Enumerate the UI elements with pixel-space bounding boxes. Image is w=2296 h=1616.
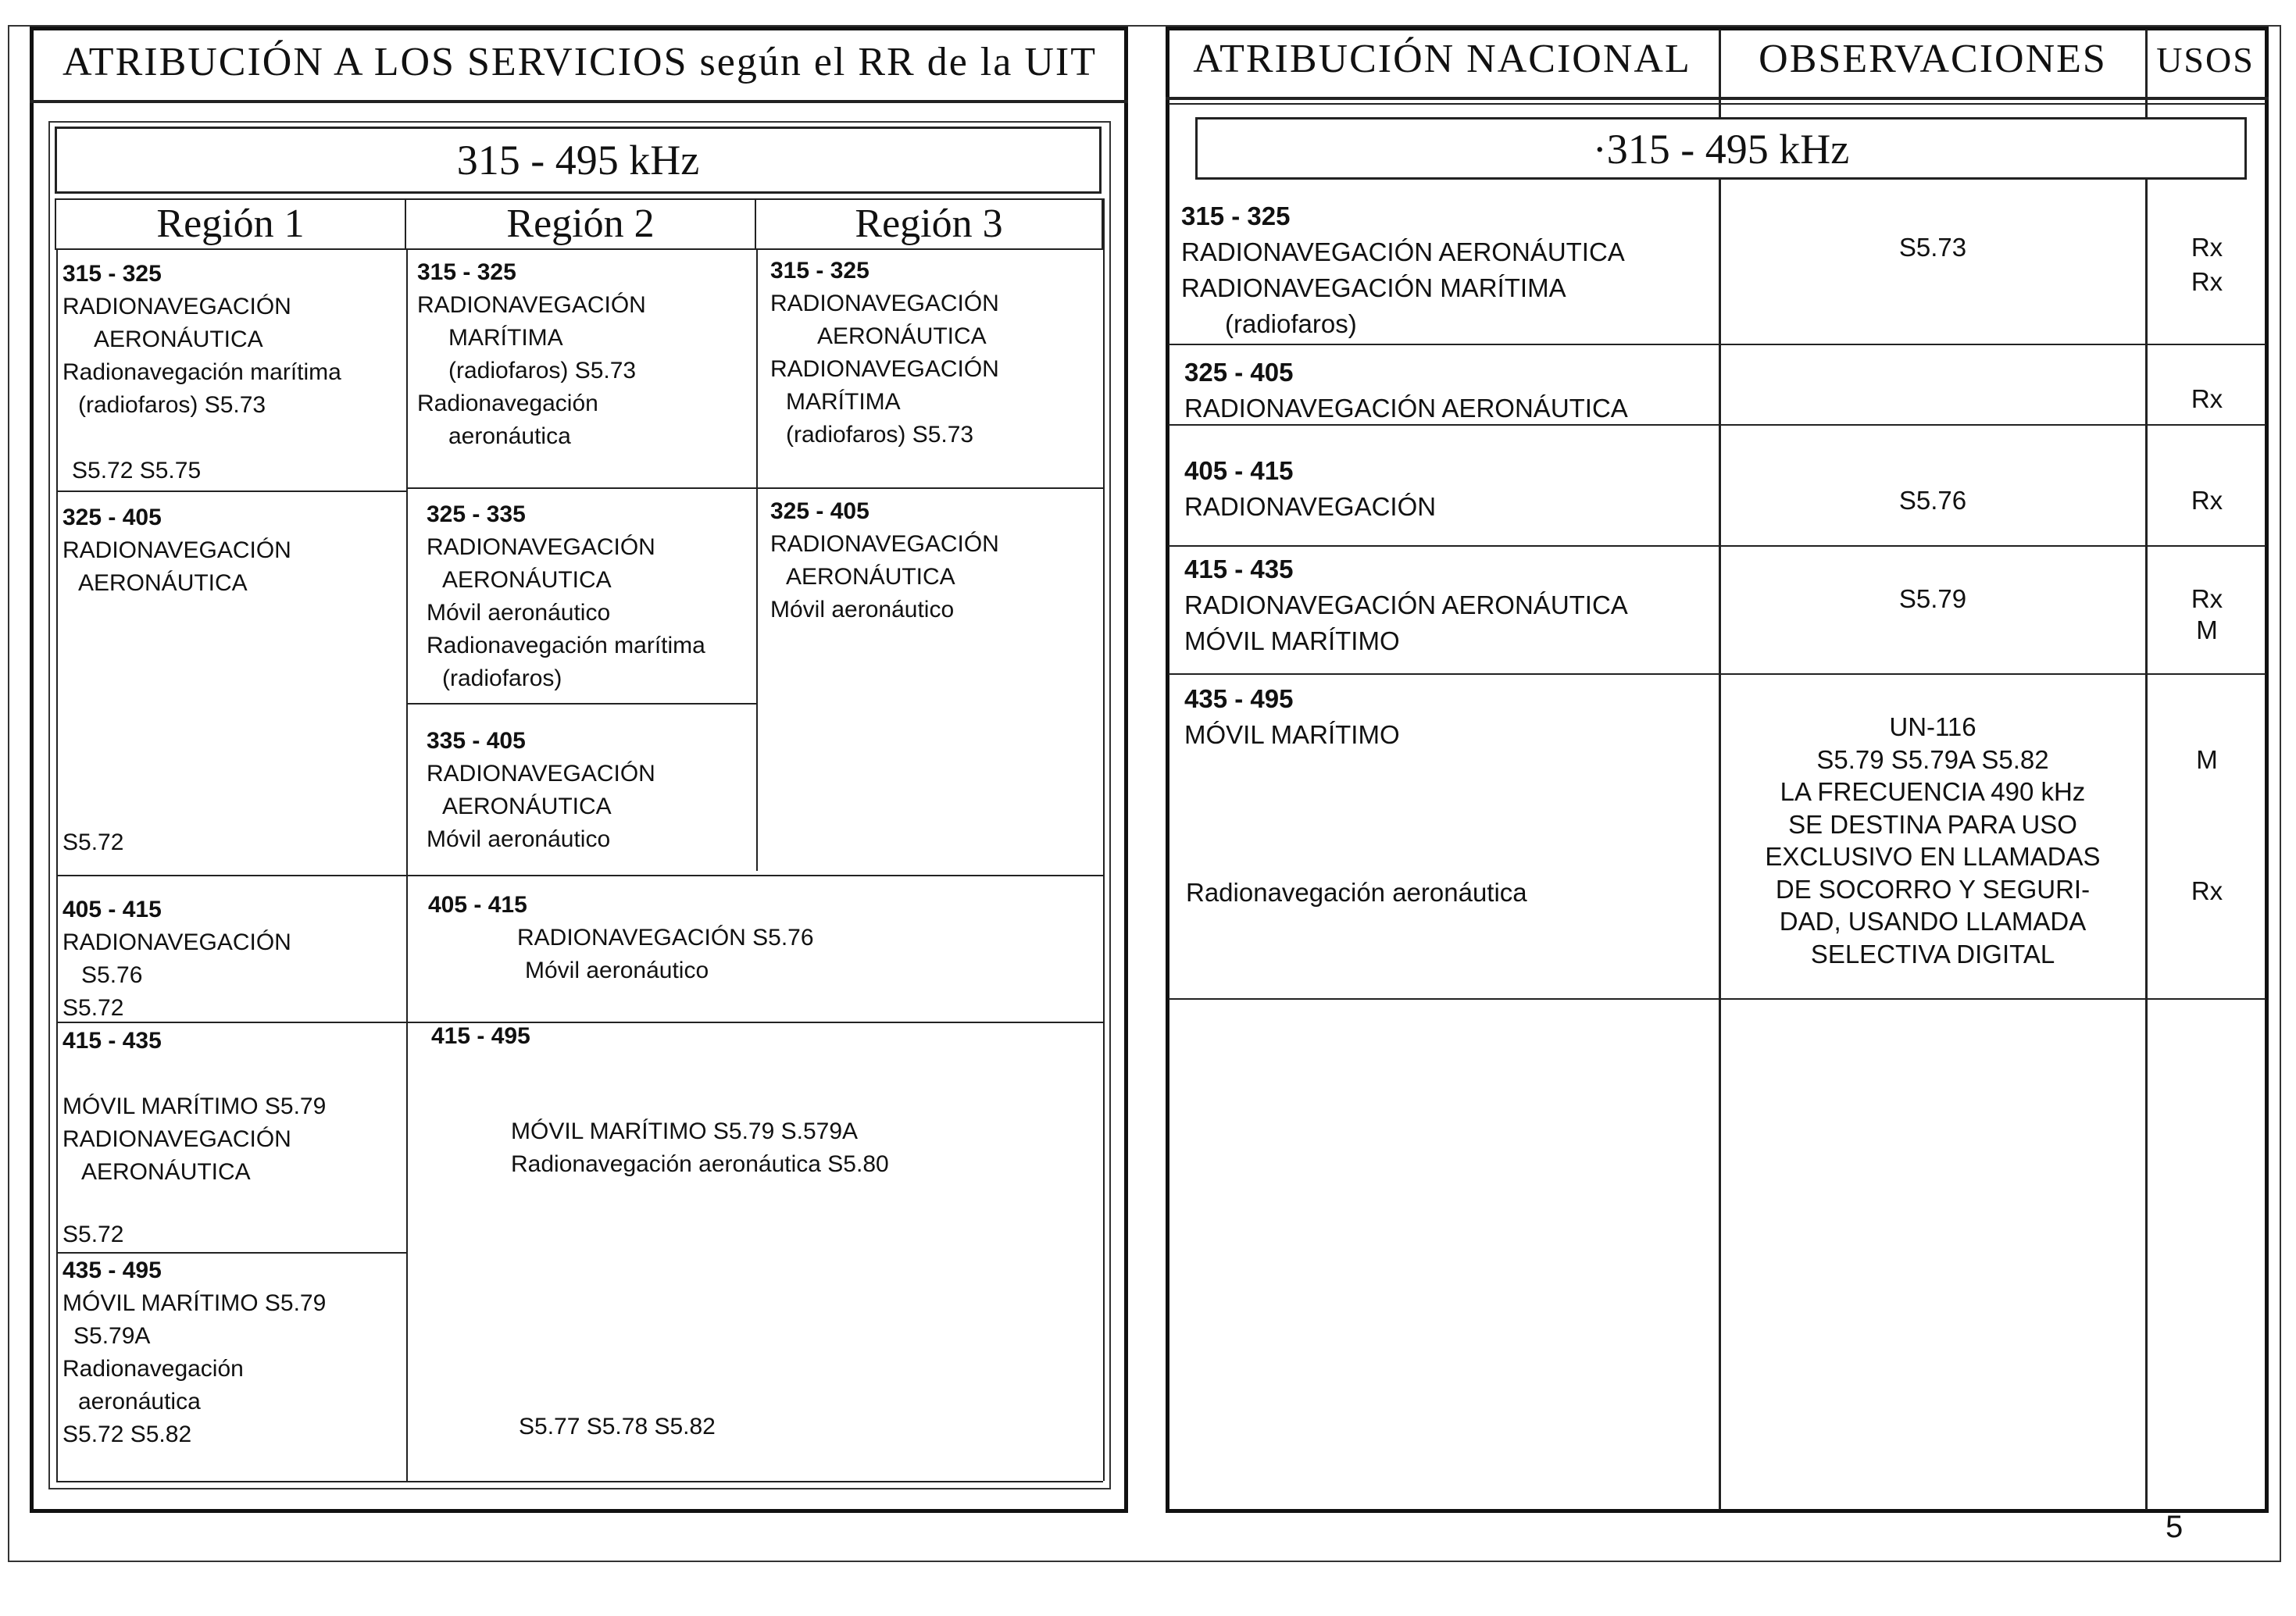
use-code: Rx [2191,486,2223,515]
band-range: 315 - 325 [62,261,162,287]
footnote-ref: S5.72 [62,1222,124,1247]
service-label: RADIONAVEGACIÓN [62,537,291,563]
region-2-header: Región 2 [405,198,756,250]
band-range: 415 - 495 [431,1023,530,1049]
itu-panel-title: ATRIBUCIÓN A LOS SERVICIOS según el RR de la UIT [62,40,1097,84]
band-range: 405 - 415 [1184,456,1294,485]
r3-315-cell [770,255,999,451]
observation: S5.79 [1898,584,1967,613]
footnote-ref: S5.72 [62,829,124,855]
service-label: MÓVIL MARÍTIMO S5.79 [62,1093,327,1119]
service-label: RADIONAVEGACIÓN [770,531,999,557]
service-label: (radiofaros) S5.73 [448,358,637,383]
observation: DAD, USANDO LLAMADA [1779,907,2087,936]
region-1-header: Región 1 [55,198,406,250]
national-row-415 [1184,551,1628,659]
observation: S5.73 [1898,233,1967,262]
service-label: RADIONAVEGACIÓN [62,929,291,955]
r3-325-cell [770,495,999,626]
row-line [1169,545,2266,547]
service-label: (radiofaros) [442,665,562,691]
footnote-ref: S5.79A [73,1323,151,1349]
service-label: MÓVIL MARÍTIMO [1184,720,1400,749]
service-label: aeronáutica [78,1389,201,1414]
observation: LA FRECUENCIA 490 kHz [1780,777,2086,806]
service-label: AERONÁUTICA [786,564,955,590]
region-divider [56,250,58,1481]
national-row-405 [1184,453,1436,525]
observation: DE SOCORRO Y SEGURI- [1775,874,2091,904]
region-divider [406,250,408,1481]
r23-415-cell [431,1020,530,1053]
observation: SELECTIVA DIGITAL [1810,939,2055,969]
usos-header: USOS [2156,40,2255,80]
band-range: 435 - 495 [1184,684,1294,713]
service-label: (radiofaros) S5.73 [786,422,974,448]
band-range: 315 - 325 [770,258,869,284]
service-label: RADIONAVEGACIÓN [770,291,999,316]
observation: S5.76 [1898,486,1967,515]
footnote-ref: S5.77 S5.78 S5.82 [519,1414,716,1439]
band-range: 315 - 325 [1181,202,1291,230]
band-range: 325 - 405 [770,498,869,524]
band-range: 325 - 405 [62,505,162,530]
use-code: Rx [2191,584,2223,613]
r2-335-cell [427,725,655,856]
service-label: RADIONAVEGACIÓN AERONÁUTICA [1181,237,1625,266]
footnote-ref: S5.72 [62,995,124,1021]
service-label: AERONÁUTICA [78,570,248,596]
service-label: MÓVIL MARÍTIMO S5.79 [62,1290,327,1316]
use-code: Rx [2191,876,2223,905]
service-label: AERONÁUTICA [817,323,987,349]
service-label: RADIONAVEGACIÓN [427,761,655,787]
r2-315-cell [417,256,646,453]
region-divider [756,250,758,871]
service-label: MÓVIL MARÍTIMO [1184,626,1400,655]
r23-415-services [511,1115,889,1181]
header-divider [30,100,1128,103]
band-range: 405 - 415 [428,892,527,918]
band-range: 325 - 335 [427,501,526,527]
r1-row-line [56,875,1103,876]
service-label: MARÍTIMA [448,325,563,351]
r2-row-line [406,703,756,705]
service-label: Móvil aeronáutico [525,958,709,983]
service-label: AERONÁUTICA [81,1159,251,1185]
service-label: RADIONAVEGACIÓN [417,292,646,318]
r1-325-cell [62,501,291,600]
national-row-435 [1184,681,1400,753]
service-label: Móvil aeronáutico [427,600,611,626]
use-code: Rx [2191,267,2223,296]
service-label: RADIONAVEGACIÓN AERONÁUTICA [1184,590,1628,619]
band-range: 315 - 325 [417,259,516,285]
service-label: AERONÁUTICA [94,326,263,352]
row-line [1169,998,2266,1000]
service-label: Móvil aeronáutico [770,597,955,622]
r23-405-cell [428,889,814,987]
footnote-ref: S5.72 S5.82 [62,1422,192,1447]
service-label: MÓVIL MARÍTIMO S5.79 S.579A [511,1118,859,1144]
service-label: RADIONAVEGACIÓN [770,356,999,382]
service-label: RADIONAVEGACIÓN AERONÁUTICA [1184,394,1628,423]
use-code: Rx [2191,384,2223,413]
service-label: Radionavegación marítima [427,633,705,658]
observation: S5.79 S5.79A S5.82 [1816,744,2049,774]
region-divider [1103,198,1105,1481]
r1-row-line [56,1252,406,1254]
footnote-ref: S5.72 S5.75 [72,458,202,483]
service-label: AERONÁUTICA [442,567,612,593]
service-label: RADIONAVEGACIÓN [1184,492,1437,521]
band-range: 325 - 405 [1184,358,1294,387]
service-label: AERONÁUTICA [442,794,612,819]
service-label: Móvil aeronáutico [427,826,611,852]
national-row-325 [1184,355,1628,426]
service-label: Radionavegación aeronáutica S5.80 [511,1151,889,1177]
band-range: 335 - 405 [427,728,526,754]
use-code: M [2196,745,2218,774]
band-range: 435 - 495 [62,1257,162,1283]
service-label: Radionavegación [62,1356,244,1382]
use-code: M [2196,615,2218,644]
r2-325-cell [427,498,705,695]
r1-row-line [56,491,406,492]
row-line [1169,673,2266,675]
page-number: 5 [2166,1510,2184,1544]
service-label: aeronáutica [448,423,571,449]
column-divider [1719,30,1721,1510]
service-label: (radiofaros) S5.73 [78,392,266,418]
observation-block [1722,711,2144,970]
service-label: MARÍTIMA [786,389,901,415]
observation: EXCLUSIVO EN LLAMADAS [1765,842,2101,871]
grid-bottom [56,1481,1103,1482]
service-label: Radionavegación marítima [62,359,341,385]
national-row-315 [1181,198,1625,342]
row-line [1169,344,2266,345]
r1-435-cell [62,1254,326,1451]
band-range: 405 - 415 [62,897,162,922]
service-label: Radionavegación [417,391,598,416]
observaciones-header: OBSERVACIONES [1759,37,2107,81]
r2-row-line [406,487,1103,489]
observation: UN-116 [1889,712,1976,741]
observation: SE DESTINA PARA USO [1788,809,2077,839]
footnote-ref: S5.76 [81,962,143,988]
service-label: RADIONAVEGACIÓN [62,1126,291,1152]
use-code: Rx [2191,233,2223,262]
r1-415-cell [62,1025,326,1189]
service-label: RADIONAVEGACIÓN [62,294,291,319]
itu-band-range: 315 - 495 kHz [55,127,1102,194]
band-range: 415 - 435 [1184,555,1294,583]
band-range: 415 - 435 [62,1028,162,1054]
column-divider [2145,30,2148,1510]
service-label: Radionavegación aeronáutica [1186,878,1527,907]
service-label: RADIONAVEGACIÓN MARÍTIMA [1181,273,1566,302]
header-divider [1166,97,2269,100]
national-header: ATRIBUCIÓN NACIONAL [1193,37,1691,81]
region-3-header: Región 3 [755,198,1103,250]
service-label: RADIONAVEGACIÓN [427,534,655,560]
header-divider [1169,103,2266,105]
r1-315-cell [62,258,341,422]
service-label: (radiofaros) [1225,309,1357,338]
national-band-range: ·315 - 495 kHz [1195,117,2247,180]
r1-405-cell [62,894,291,1025]
service-label: RADIONAVEGACIÓN S5.76 [517,925,814,951]
